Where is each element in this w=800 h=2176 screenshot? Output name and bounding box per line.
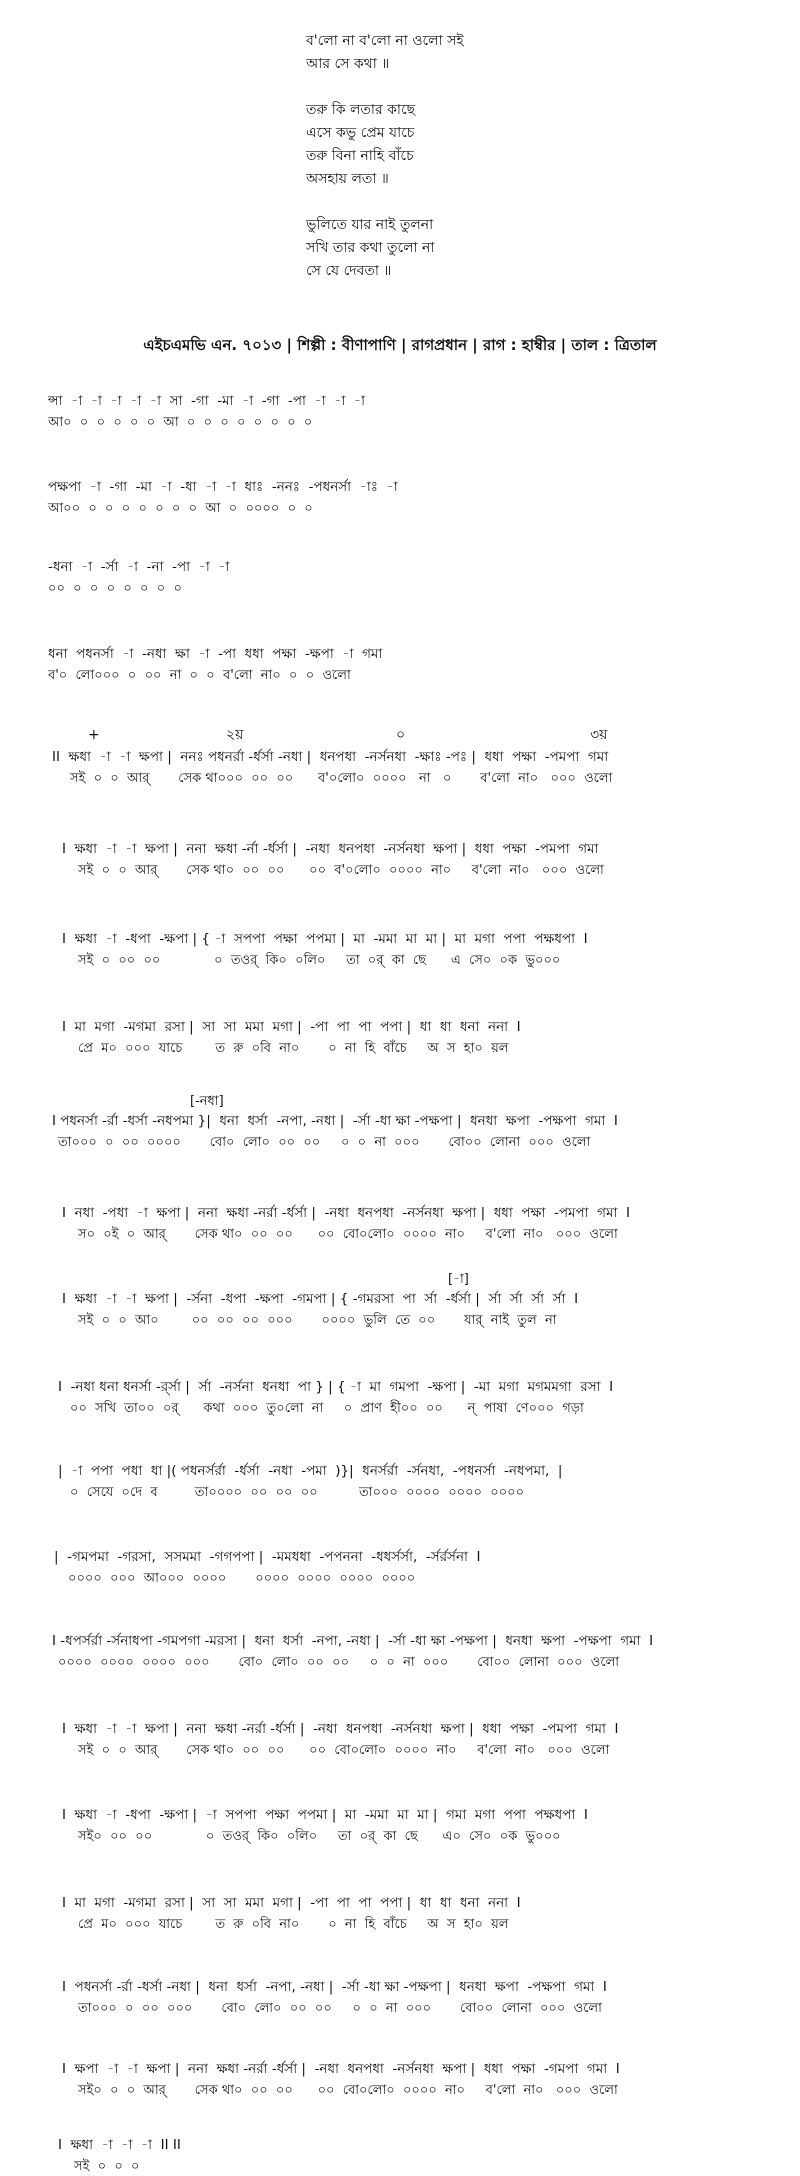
lyric-syllables-line: ০০ সখি তা০০ ০র্ কথা ০০০ তু০লো না ০ প্রাণ হী০০ ০০ ন্ পাষা ণে০০০ গড়া: [70, 1401, 584, 1416]
lyrics-line: এসে কভু প্রেম যাচে: [306, 125, 415, 141]
lyrics-stanza-1: [306, 30, 646, 76]
lyric-syllables-line: ০০ ০ ০ ০ ০ ০ ০ ০: [48, 581, 182, 596]
swaralipi-line: I -নধা ধনা ধনর্সা -র্র্সা | র্সা -নর্সনা ধনধা পা } | { -া মা গমপা -ক্ষপা | -মা মগা মগমমগা রসা I: [58, 1379, 614, 1395]
lyrics-line: সে যে দেবতা ॥: [306, 263, 392, 279]
lyric-syllables-line: ব'০ লো০০০ ০ ০০ না ০ ০ ব'লো না০ ০ ০ ওলো: [48, 668, 351, 683]
swaralipi-line: -ধনা -া -র্সা -া -না -পা -া -া: [48, 559, 230, 575]
swaralipi-line: I নধা -পধা -া ক্ষপা | ননা ক্ষধা -নর্রা -র্ধর্সা | -নধা ধনপধা -নর্সনধা ক্ষপা | ধধা পক্ষা -পমপা গমা I: [62, 1205, 630, 1221]
lyrics-stanza-3: [306, 214, 646, 283]
lyrics-line: ব'লো না ব'লো না ওলো সই: [306, 33, 464, 49]
swaralipi-line: I পধনর্সা -র্রা -ধর্সা -নধপমা }| ধনা ধর্সা -নপা, -নধা | -র্সা -ধা ক্ষা -পক্ষপা | ধনধা ক্ষপা -পক্ষপা গমা I: [52, 1113, 618, 1129]
lyric-syllables-line: স০ ০ই ০ আর্ সেক থা০ ০০ ০০ ০০ বো০লো০ ০০০০ না০ ব'লো না০ ০০০ ওলো: [78, 1227, 618, 1242]
swaralipi-line: | -গমপমা -গরসা, সসমমা -গগপপা | -মমধধা -পপননা -ধধর্সর্সা, -র্সর্রর্সনা I: [54, 1549, 481, 1565]
swaralipi-line: পক্ষপা -া -গা -মা -া -ধা -া -া ধাঃ -ননঃ -পধনর্সা -াঃ -া: [48, 479, 398, 495]
lyrics-line: অসহায় লতা ॥: [306, 171, 389, 187]
song-lyrics: [306, 30, 646, 306]
lyric-syllables-line: প্রে ম০ ০০০ যাচে ত রু ০বি না০ ০ না হি বাঁচে অ স হা০ য়ল: [78, 1917, 509, 1932]
lyrics-line: ভুলিতে যার নাই তুলনা: [306, 217, 434, 233]
lyric-syllables-line: ০০০০ ০০০০ ০০০০ ০০০ বো০ লো০ ০০ ০০ ০ ০ না ০০০ বো০০ লোনা ০০০ ওলো: [58, 1655, 620, 1670]
swaralipi-line: ধনা পধনর্সা -া -নধা ক্ষা -া -পা ধধা পক্ষা -ক্ষপা -া গমা: [48, 646, 383, 662]
lyric-syllables-line: সই ০ ০ আর্ সেক থা০০০ ০০ ০০ ব'০লো০ ০০০০ না ০ ব'লো না০ ০০০ ওলো: [70, 771, 613, 786]
lyric-syllables-line: সই ০ ০ আর্ সেক থা০ ০০ ০০ ০০ ব'০লো০ ০০০০ না০ ব'লো না০ ০০০ ওলো: [78, 863, 604, 878]
swaralipi-line: ন্সা -া -া -া -া -া সা -গা -মা -া -গা -পা -া -া -া: [48, 393, 366, 409]
lyric-syllables-line: সই০ ০০ ০০ ০ তওর্ কি০ ০লি০ তা ০র্ কা ছে এ০ সে০ ০ক ভু০০০: [78, 1829, 561, 1844]
swaralipi-line: I -ধপর্সর্রা -র্সনাধপা -গমপগা -মরসা | ধনা ধর্সা -নপা, -নধা | -র্সা -ধা ক্ষা -পক্ষপা | ধনধা ক্ষপা -পক্ষপা গমা I: [52, 1633, 654, 1649]
lyric-syllables-line: সই ০ ০ ০: [74, 2159, 140, 2174]
variation-note: [-নধা]: [190, 1094, 224, 1109]
lyric-syllables-line: তা০০০ ০ ০০ ০০০০ বো০ লো০ ০০ ০০ ০ ০ না ০০০ বো০০ লোনা ০০০ ওলো: [58, 1135, 591, 1150]
swaralipi-line: I ক্ষধা -া -ধপা -ক্ষপা | -া সপপা পক্ষা পপমা | মা -মমা মা মা | গমা মগা পপা পক্ষধপা I: [62, 1807, 588, 1823]
variation-note: [-া]: [448, 1272, 469, 1287]
lyrics-stanza-2: [306, 99, 646, 191]
swaralipi-line: I ক্ষধা -া -া ক্ষপা | ননা ক্ষধা -নর্রা -র্ধর্সা | -নধা ধনপধা -নর্সনধা ক্ষপা | ধধা পক্ষা -পমপা গমা I: [62, 1721, 619, 1737]
lyrics-line: তরু বিনা নাহি বাঁচে: [306, 148, 414, 164]
lyric-syllables-line: সই ০ ০ আর্ সেক থা০ ০০ ০০ ০০ বো০লো০ ০০০০ না০ ব'লো না০ ০০০ ওলো: [78, 1743, 610, 1758]
swaralipi-line: I ক্ষধা -া -া ক্ষপা | -র্সনা -ধপা -ক্ষপা -গমপা | { -গমরসা পা র্সা -র্ধর্সা | র্সা র্সা র্সা র্সা I: [62, 1291, 579, 1307]
lyric-syllables-line: প্রে ম০ ০০০ যাচে ত রু ০বি না০ ০ না হি বাঁচে অ স হা০ য়ল: [78, 1041, 509, 1056]
swaralipi-line: | -া পপা পধা ধা |( পধনর্সর্রা -র্ধর্সা -নধা -পমা )}| ধনর্সর্রা -র্সনধা, -পধনর্সা -নধপমা, |: [58, 1463, 563, 1479]
beat-marker: ৩য়: [590, 727, 608, 743]
swaralipi-line: I ক্ষধা -া -ধপা -ক্ষপা | { -া সপপা পক্ষা পপমা | মা -মমা মা মা | মা মগা পপা পক্ষধপা I: [62, 931, 588, 947]
swaralipi-line: I পধনর্সা -র্রা -ধর্সা -নধা | ধনা ধর্সা -নপা, -নধা | -র্সা -ধা ক্ষা -পক্ষপা | ধনধা ক্ষপা -পক্ষপা গমা I: [62, 1979, 607, 1995]
swaralipi-line: I ক্ষধা -া -া ক্ষপা | ননা ক্ষধা -র্না -র্ধর্সা | -নধা ধনপধা -নর্সনধা ক্ষপা | ধধা পক্ষা -পমপা গমা: [62, 841, 599, 857]
lyric-syllables-line: আ০০ ০ ০ ০ ০ ০ ০ ০ আ ০ ০০০০ ০ ০: [48, 501, 313, 516]
lyrics-line: আর সে কথা ॥: [306, 56, 390, 72]
lyric-syllables-line: ০ সেযে ০দে ব তা০০০০ ০০ ০০ ০০ তা০০০ ০০০০ ০০০০ ০০০০: [70, 1485, 525, 1500]
swaralipi-line: I মা মগা -মগমা রসা | সা সা মমা মগা | -পা পা পা পপা | ধা ধা ধনা ননা I: [62, 1895, 521, 1911]
lyrics-line: সখি তার কথা তুলো না: [306, 240, 435, 256]
beat-marker: ২য়: [226, 727, 244, 743]
lyrics-line: তরু কি লতার কাছে: [306, 102, 416, 118]
lyric-syllables-line: তা০০০ ০ ০০ ০০০ বো০ লো০ ০০ ০০ ০ ০ না ০০০ বো০০ লোনা ০০০ ওলো: [78, 2001, 602, 2016]
record-info: এইচএমভি এন. ৭০১৩ | শিল্পী : বীণাপাণি | রাগপ্রধান | রাগ : হাম্বীর | তাল : ত্রিতাল: [143, 336, 657, 354]
lyric-syllables-line: আ০ ০ ০ ০ ০ ০ আ ০ ০ ০ ০ ০ ০ ০ ০: [48, 415, 313, 430]
lyric-syllables-line: ০০০০ ০০০ আ০০০ ০০০০ ০০০০ ০০০০ ০০০০ ০০০০: [68, 1571, 416, 1586]
beat-markers: [0, 726, 800, 744]
swaralipi-line: I মা মগা -মগমা রসা | সা সা মমা মগা | -পা পা পা পপা | ধা ধা ধনা ননা I: [62, 1019, 521, 1035]
beat-marker: ০: [396, 727, 406, 743]
lyric-syllables-line: সই ০ ০ আ০ ০০ ০০ ০০ ০০০ ০০০০ ভুলি তে ০০ যার্ নাই তুল না: [78, 1313, 557, 1328]
swaralipi-line: II ক্ষধা -া -া ক্ষপা | ননঃ পধনর্রা -র্ধর্সা -নধা | ধনপধা -নর্সনধা -ক্ষাঃ -পঃ | ধধা পক্ষা -পমপা গমা: [52, 749, 609, 765]
swaralipi-line: I ক্ষধা -া -া -া II II: [58, 2137, 181, 2153]
lyric-syllables-line: সই০ ০ ০ আর্ সেক থা০ ০০ ০০ ০০ বো০লো০ ০০০০ না০ ব'লো না০ ০০০ ওলো: [78, 2083, 618, 2098]
swaralipi-line: I ক্ষপা -া -া ক্ষপা | ননা ক্ষধা -নর্রা -র্ধর্সা | -নধা ধনপধা -নর্সনধা ক্ষপা | ধধা পক্ষা -গমপা গমা I: [62, 2061, 620, 2077]
beat-marker: +: [88, 727, 100, 743]
lyric-syllables-line: সই ০ ০০ ০০ ০ তওর্ কি০ ০লি০ তা ০র্ কা ছে এ সে০ ০ক ভু০০০: [78, 953, 561, 968]
